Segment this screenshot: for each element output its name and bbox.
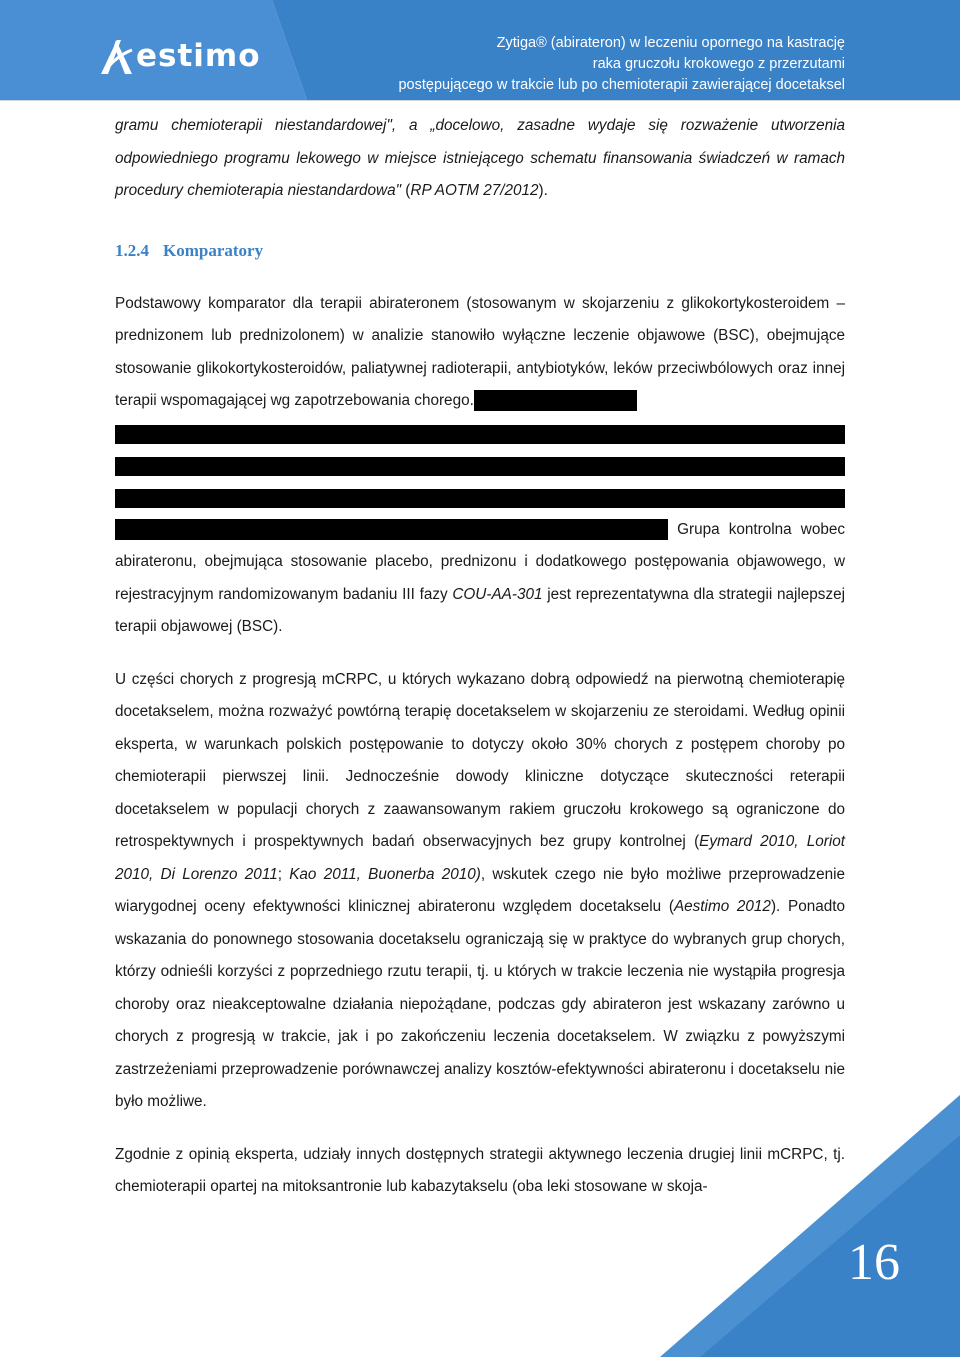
reference-aestimo: Aestimo 2012 <box>673 898 771 915</box>
redaction-bar <box>115 425 845 444</box>
title-line-2: raka gruczołu krokowego z przerzutami <box>592 56 845 72</box>
paragraph-comparators-cont: Grupa kontrolna wobec abirateronu, obejmująca stosowanie placebo, prednizonu i dodatkowego postępowania objawowego, w rejestracyjnym randomizowanym badaniu III fazy COU-AA-301 jest reprezentatywna dla strategii najlepszej terapii objawowej (BSC). <box>115 520 845 635</box>
intro-quote: gramu chemioterapii niestandardowej", a „docelowo, zasadne wydaje się rozważenie utworzenia odpowiedniego programu lekowego w miejsce istniejącego schematu finansowania świadczeń w ramach procedury chemioterapia niestandardowa" <box>115 117 845 199</box>
redaction-bar <box>115 489 845 508</box>
aestimo-logo <box>98 36 261 76</box>
redaction-bar <box>474 390 637 411</box>
reference-rp-aotm: RP AOTM 27/2012 <box>410 182 539 199</box>
paragraph-expert-opinion: Zgodnie z opinią eksperta, udziały innych dostępnych strategii aktywnego leczenia drugiej linii mCRPC, tj. chemioterapii opartej na mitoksantronie lub kabazytakselu (oba leki stosowane w skoja- <box>115 1145 845 1195</box>
header-divider <box>0 100 960 101</box>
logo-text: estimo <box>136 37 261 74</box>
redaction-bar <box>115 457 845 476</box>
title-line-1: Zytiga® (abirateron) w leczeniu opornego na kastrację <box>496 35 845 51</box>
footer-corner-shape <box>660 1095 960 1357</box>
paragraph-intro: gramu chemioterapii niestandardowej", a „docelowo, zasadne wydaje się rozważenie utworzenia odpowiedniego programu lekowego w miejsce istniejącego schematu finansowania świadczeń w ramach procedury chemioterapia niestandardowa" (RP AOTM 27/2012). <box>115 117 845 199</box>
document-title <box>398 33 845 96</box>
references-group-1: Eymard 2010, Loriot 2010, Di Lorenzo 2011 <box>115 833 846 883</box>
page-header <box>0 0 960 100</box>
redaction-bar <box>115 519 668 540</box>
references-group-2: Kao 2011, Buonerba 2010) <box>289 865 481 883</box>
section-title: Komparatory <box>163 240 264 260</box>
paragraph-comparators: Podstawowy komparator dla terapii abirateronem (stosowanym w skojarzeniu z glikokortykosteroidem – prednizonem lub prednizolonem) w analizie stanowiło wyłączne leczenie objawowe (BSC), obejmujące stosowanie glikokortykosteroidów, paliatywnej radioterapii, antybiotyków, leków przeciwbólowych oraz innej terapii wspomagającej wg zapotrzebowania chorego. <box>115 288 845 418</box>
paragraph-docetaxel: U części chorych z progresją mCRPC, u których wykazano dobrą odpowiedź na pierwotną chemioterapię docetakselem, można rozważyć powtórną terapię docetakselem w skojarzeniu ze steroidami. Według opinii eksperta, w warunkach polskich postępowanie to dotyczy około 30% chorych z postępem choroby po chemioterapii pierwszej linii. Jednocześnie dowody kliniczne dotyczące skuteczności reterapii docetakselem w populacji chorych z zaawansowanym rakiem gruczołu krokowego są ograniczone do retrospektywnych i prospektywnych badań obserwacyjnych bez grupy kontrolnej (Eymard 2010, Loriot 2010, Di Lorenzo 2011; Kao 2011, Buonerba 2010), wskutek czego nie było możliwe przeprowadzenie wiarygodnej oceny efektywności klinicznej abirateronu względem docetakselu (Aestimo 2012). Ponadto wskazania do ponownego stosowania docetakselu ograniczają się w praktyce do wybranych grup chorych, którzy odnieśli korzyści z poprzedniego rzutu terapii, tj. u których w trakcie leczenia nie wystąpiła progresja choroby oraz nieakceptowalne działania niepożądane, podczas gdy abirateron jest wskazany zarówno u chorych z progresją w trakcie, jak i po zakończeniu leczenia docetakselem. W związku z powyższymi zastrzeżeniami przeprowadzenie porównawczej analizy kosztów-efektywności abirateronu i docetakselu nie było możliwe. <box>115 670 846 1110</box>
page-number: 16 <box>848 1234 900 1291</box>
section-number: 1.2.4 <box>115 240 149 260</box>
page-content <box>115 110 845 1204</box>
study-name: COU-AA-301 <box>452 585 543 603</box>
section-heading <box>115 236 845 266</box>
title-line-3: postępującego w trakcie lub po chemioterapii zawierającej docetaksel <box>398 77 845 93</box>
logo-a-mark-icon <box>98 36 134 76</box>
